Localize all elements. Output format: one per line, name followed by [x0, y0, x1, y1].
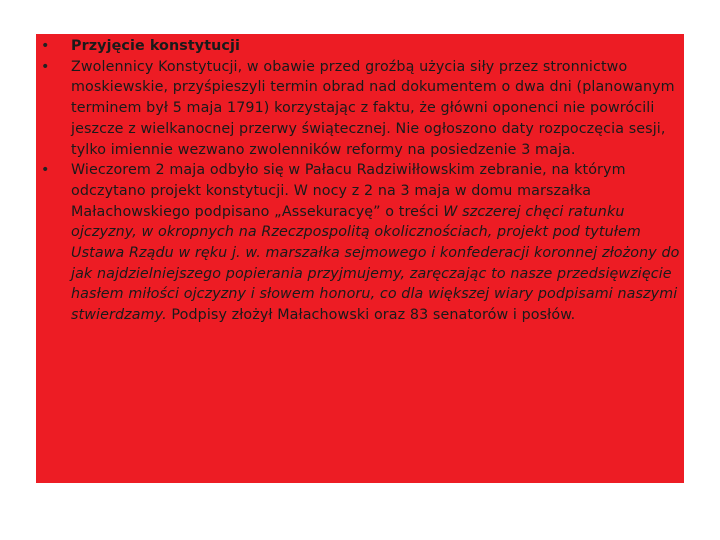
- bullet-dot-icon: •: [41, 58, 50, 75]
- bullet-title-text: Przyjęcie konstytucji: [71, 38, 240, 54]
- bullet-dot-icon: •: [41, 38, 50, 54]
- bullet-item-assekuracja: [40, 160, 680, 326]
- bullet-assekuracja-quote: W szczerej chęci ratunku ojczyzny, w okropnych na Rzeczpospolitą okolicznościach, projekt pod tytułem Ustawa Rządu w ręku j. w. marszałka sejmowego i konfederacji koronnej złożony do jak najdzielniejszego popierania przyjmujemy, zaręczając to nasze przedsięwzięcie hasłem miłości ojczyzny i słowem honoru, co dla większej wiary podpisami naszymi stwierdzamy.: [71, 203, 680, 324]
- bullet-item-title: [40, 36, 680, 57]
- bullet-assekuracja-end: Podpisy złożył Małachowski oraz 83 senatorów i posłów.: [166, 307, 576, 324]
- bullet-item-context: [40, 57, 680, 161]
- bullet-assekuracja-start: Wieczorem 2 maja odbyło się w Pałacu Radziwiłłowskim zebranie, na którym odczytano projekt konstytucji. W nocy z 2 na 3 maja w domu marszałka Małachowskiego podpisano „Assekuracyę” o treści: [71, 162, 626, 220]
- bullet-list: [40, 36, 680, 326]
- bullet-dot-icon: •: [41, 162, 50, 179]
- bullet-context-text: Zwolennicy Konstytucji, w obawie przed groźbą użycia siły przez stronnictwo moskiewskie, przyśpieszyli termin obrad nad dokumentem o dwa dni (planowanym terminem był 5 maja 1791) korzystając z faktu, że główni oponenci nie powrócili jeszcze z wielkanocnej przerwy świątecznej. Nie ogłoszono daty rozpoczęcia sesji, tylko imiennie wezwano zwolenników reformy na posiedzenie 3 maja.: [71, 58, 675, 158]
